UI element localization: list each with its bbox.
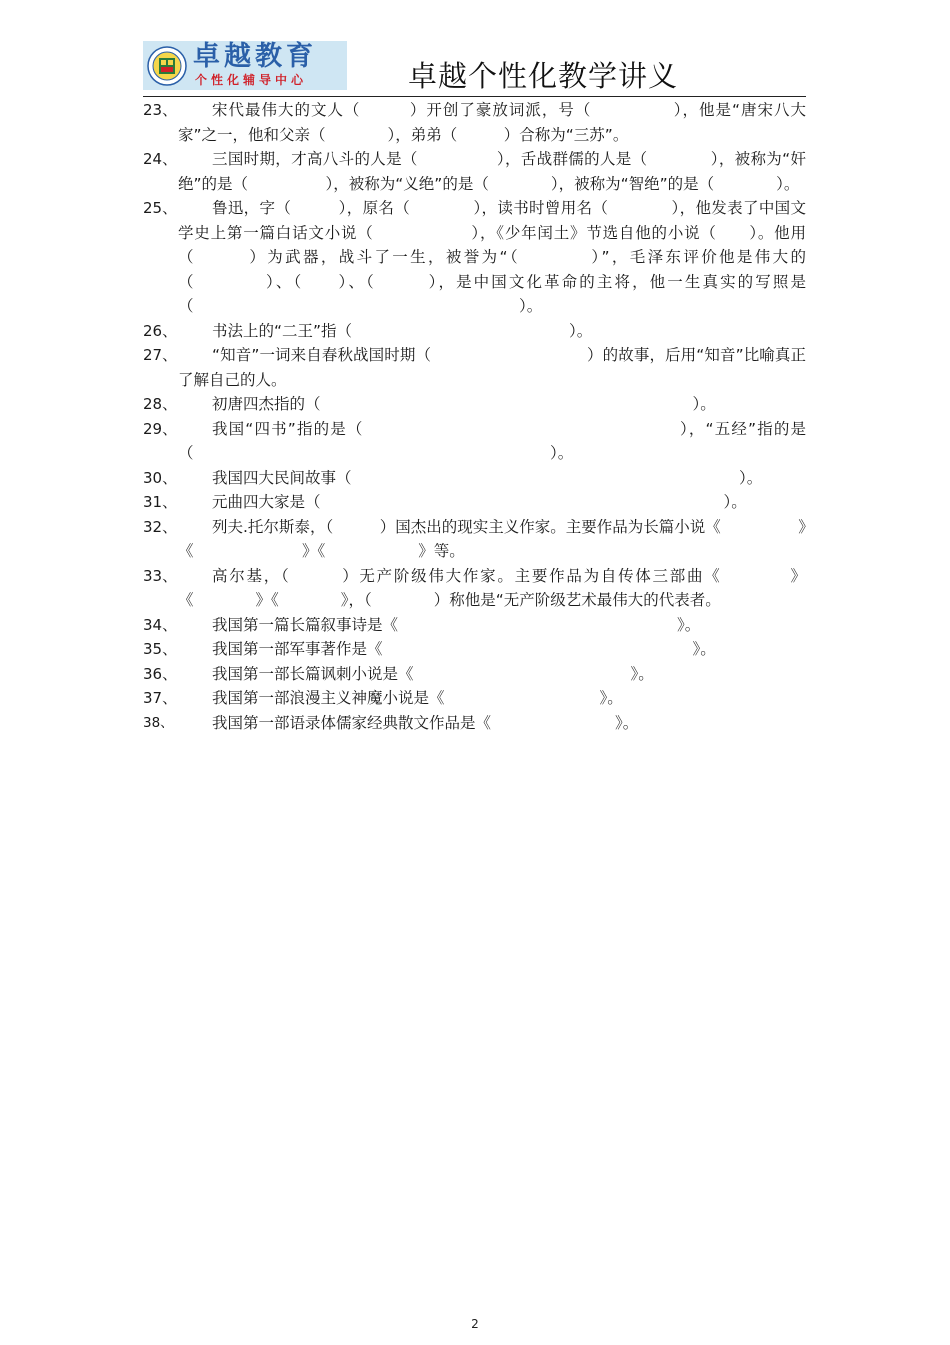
question-text: 我国第一部浪漫主义神魔小说是《 》。 <box>212 689 623 707</box>
question-item <box>143 564 806 613</box>
question-item <box>143 637 806 662</box>
question-text: 我国第一部长篇讽刺小说是《 》。 <box>212 664 654 683</box>
question-text: 书法上的“二王”指（ ）。 <box>212 321 593 340</box>
question-text: 我国四大民间故事（ ）。 <box>212 468 763 487</box>
question-text: 我国第一部语录体儒家经典散文作品是《 》。 <box>212 713 639 732</box>
question-item <box>143 319 806 344</box>
emblem-icon <box>147 46 187 86</box>
question-item <box>143 515 806 564</box>
header-rule <box>143 96 806 97</box>
page-number: 2 <box>471 1317 479 1331</box>
question-item <box>143 343 806 392</box>
question-text: 鲁迅，字（ ），原名（ ），读书时曾用名（ ），他发表了中国文学史上第一篇白话文小说（ ），《少年闰土》节选自他的小说（ ）。他用（ ）为武器，战斗了一生，被誉为“（ ）”，毛泽东评价他是伟大的（ ）、（ ）、（ ），是中国文化革命的主将，他一生真实的写照是（ ）。 <box>178 199 806 315</box>
question-text: 我国“四书”指的是（ ），“五经”指的是（ ）。 <box>178 419 806 462</box>
question-number: 25、 <box>143 199 178 217</box>
question-item <box>143 392 806 417</box>
question-text: 元曲四大家是（ ）。 <box>212 493 747 511</box>
question-number: 34、 <box>143 615 178 634</box>
question-item <box>143 417 806 466</box>
question-text: 列夫.托尔斯泰，（ ）国杰出的现实主义作家。主要作品为长篇小说《 》《 》《 》等。 <box>178 517 806 560</box>
question-text: 宋代最伟大的文人（ ）开创了豪放词派，号（ ），他是“唐宋八大家”之一，他和父亲（ ），弟弟（ ）合称为“三苏”。 <box>178 101 806 144</box>
question-item <box>143 466 806 491</box>
question-number: 33、 <box>143 566 178 585</box>
question-text: 我国第一篇长篇叙事诗是《 》。 <box>212 615 701 634</box>
question-number: 36、 <box>143 664 178 683</box>
question-item <box>143 490 806 515</box>
question-text: “知音”一词来自春秋战国时期（ ）的故事，后用“知音”比喻真正了解自己的人。 <box>178 346 806 389</box>
question-text: 高尔基，（ ）无产阶级伟大作家。主要作品为自传体三部曲《 》《 》《 》，（ ）称他是“无产阶级艺术最伟大的代表者。 <box>178 566 806 609</box>
question-number: 24、 <box>143 150 178 168</box>
question-number: 35、 <box>143 640 178 658</box>
question-item <box>143 662 806 687</box>
question-number: 30、 <box>143 468 178 487</box>
question-number: 38、 <box>143 714 174 731</box>
question-text: 我国第一部军事著作是《 》。 <box>212 640 716 658</box>
question-number: 26、 <box>143 321 178 340</box>
document-title: 卓越个性化教学讲义 <box>408 59 679 93</box>
question-list <box>143 98 806 735</box>
logo <box>143 41 347 90</box>
question-item <box>143 711 806 736</box>
question-number: 28、 <box>143 395 178 413</box>
question-number: 27、 <box>143 346 178 364</box>
logo-title: 卓越教育 <box>193 41 317 72</box>
question-number: 32、 <box>143 517 178 536</box>
question-item <box>143 98 806 147</box>
question-text: 三国时期，才高八斗的人是（ ），舌战群儒的人是（ ），被称为“奸绝”的是（ ），被称为“义绝”的是（ ），被称为“智绝”的是（ ）。 <box>178 150 806 193</box>
question-item <box>143 147 806 196</box>
question-number: 29、 <box>143 419 178 438</box>
question-item <box>143 613 806 638</box>
question-number: 23、 <box>143 101 178 119</box>
question-number: 31、 <box>143 493 178 511</box>
question-item <box>143 686 806 711</box>
question-item <box>143 196 806 319</box>
question-text: 初唐四杰指的（ ）。 <box>212 395 716 413</box>
question-number: 37、 <box>143 689 178 707</box>
logo-subtitle: 个性化辅导中心 <box>195 73 308 87</box>
